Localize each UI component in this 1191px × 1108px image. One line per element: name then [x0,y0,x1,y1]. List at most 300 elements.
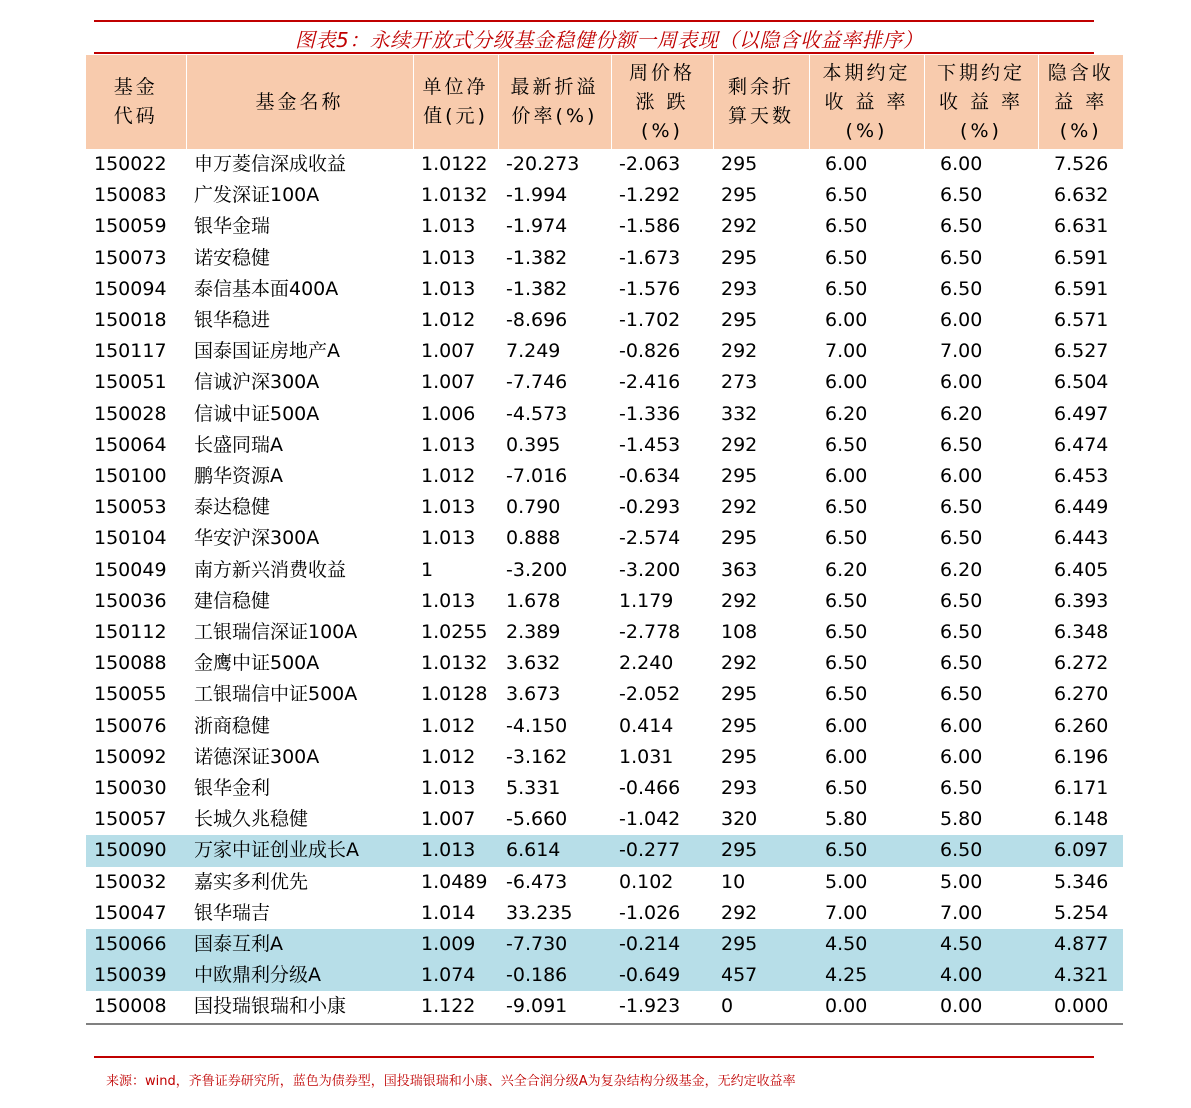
top-rule [94,20,1094,22]
cell-days: 292 [721,901,758,924]
cell-nav: 1.012 [421,745,476,768]
table-row [86,773,1123,804]
cell-nav: 1.074 [413,960,498,991]
cell-nav: 1.009 [413,929,498,960]
cell-premium: 0.790 [506,496,561,519]
cell-change: -2.052 [619,683,681,706]
cell-current-yield: 6.50 [825,246,868,269]
cell-implied-yield: 7.526 [1054,153,1109,175]
cell-days: 10 [721,870,746,893]
cell-change: 0.414 [619,714,674,737]
cell-code: 150008 [86,991,186,1023]
cell-implied-yield: 6.453 [1054,465,1109,488]
header-weekly-change [611,55,713,149]
cell-days: 295 [713,835,809,866]
cell-name: 万家中证创业成长A [186,835,413,866]
header-line: 代码 [113,105,158,127]
cell-current-yield: 6.50 [825,184,868,207]
cell-days: 320 [721,808,758,831]
header-line: 单位净 [422,76,489,98]
header-unit-nav [413,55,498,149]
cell-change: -1.576 [619,277,681,300]
cell-days: 292 [721,215,758,238]
cell-days: 0 [713,991,809,1023]
cell-code: 150066 [86,929,186,960]
table-row [86,305,1123,336]
cell-next-yield: 4.00 [924,960,1038,991]
cell-current-yield: 4.50 [809,929,924,960]
cell-premium: 2.389 [506,621,561,644]
cell-current-yield: 7.00 [825,901,868,924]
header-line: 收 益 率 [938,90,1024,113]
cell-implied-yield: 6.260 [1054,714,1109,737]
cell-current-yield: 6.50 [825,527,868,550]
header-next-yield [924,55,1038,149]
title-rule [94,52,1094,54]
cell-code: 150094 [94,277,167,300]
table-row [86,991,1123,1023]
cell-nav: 1.007 [421,808,476,831]
cell-next-yield: 6.50 [940,433,983,456]
cell-implied-yield: 6.497 [1054,402,1109,425]
table-row [86,430,1123,461]
fund-table [86,55,1123,1025]
header-implied-yield [1038,55,1123,149]
cell-implied-yield: 6.443 [1054,527,1109,550]
cell-name: 银华稳进 [194,309,271,332]
cell-nav: 1.0128 [421,683,488,706]
header-line: (%) [1059,119,1102,142]
cell-nav: 1.012 [421,309,476,332]
cell-current-yield: 6.50 [825,621,868,644]
cell-name: 浙商稳健 [194,714,271,737]
cell-nav: 1.0489 [421,870,488,893]
cell-nav: 1.006 [421,402,476,425]
cell-implied-yield: 6.527 [1054,340,1109,363]
table-row [86,648,1123,679]
cell-name: 诺德深证300A [194,745,320,768]
cell-premium: 0.888 [506,527,561,550]
table-body [86,149,1123,1024]
cell-next-yield: 0.00 [924,991,1038,1023]
cell-implied-yield: 5.346 [1054,870,1109,893]
cell-next-yield: 7.00 [940,901,983,924]
table-row [86,867,1123,898]
cell-code: 150059 [94,215,167,238]
cell-next-yield: 6.00 [940,465,983,488]
table-row [86,804,1123,835]
cell-change: -1.702 [619,309,681,332]
cell-change: 2.240 [619,652,674,675]
cell-days: 295 [721,683,758,706]
cell-current-yield: 5.80 [825,808,868,831]
cell-nav: 1.013 [421,433,476,456]
cell-premium: -1.382 [506,246,568,269]
cell-name: 嘉实多利优先 [194,870,309,893]
cell-nav: 1.013 [421,496,476,519]
cell-implied-yield: 6.196 [1054,745,1109,768]
cell-code: 150092 [94,745,167,768]
cell-name: 银华瑞吉 [194,901,271,924]
cell-change: -0.649 [611,960,713,991]
cell-name: 国泰互利A [186,929,413,960]
cell-change: -0.634 [619,465,681,488]
header-premium-rate [498,55,611,149]
cell-code: 150022 [94,153,167,175]
cell-premium: -0.186 [498,960,611,991]
cell-nav: 1.122 [413,991,498,1023]
cell-next-yield: 6.50 [940,652,983,675]
cell-name: 银华金瑞 [194,215,271,238]
cell-current-yield: 6.00 [825,714,868,737]
cell-current-yield: 4.25 [809,960,924,991]
cell-nav: 1.014 [421,901,476,924]
cell-code: 150030 [94,777,167,800]
cell-change: -0.277 [611,835,713,866]
cell-implied-yield: 6.097 [1038,835,1123,866]
cell-days: 108 [721,621,758,644]
cell-next-yield: 6.50 [940,777,983,800]
cell-days: 295 [721,184,758,207]
cell-implied-yield: 6.348 [1054,621,1109,644]
table-row [86,742,1123,773]
cell-current-yield: 6.50 [825,683,868,706]
cell-next-yield: 6.50 [940,277,983,300]
cell-code: 150049 [94,558,167,581]
cell-implied-yield: 6.571 [1054,309,1109,332]
cell-change: -2.063 [619,153,681,175]
cell-code: 150117 [94,340,167,363]
table-header [86,55,1123,149]
cell-premium: -3.200 [506,558,568,581]
table-row [86,679,1123,710]
cell-change: -2.574 [619,527,681,550]
cell-next-yield: 6.20 [940,402,983,425]
cell-nav: 1.013 [421,215,476,238]
cell-implied-yield: 6.474 [1054,433,1109,456]
cell-implied-yield: 6.632 [1054,184,1109,207]
cell-next-yield: 6.20 [940,558,983,581]
cell-name: 银华金利 [194,777,271,800]
cell-next-yield: 6.50 [940,589,983,612]
cell-current-yield: 0.00 [809,991,924,1023]
cell-nav: 1.013 [421,277,476,300]
cell-implied-yield: 5.254 [1054,901,1109,924]
cell-nav: 1.013 [421,527,476,550]
cell-next-yield: 5.00 [940,870,983,893]
cell-premium: -20.273 [506,153,580,175]
header-line: (%) [845,119,888,142]
header-days-left [713,55,809,149]
header-row [86,55,1123,149]
cell-days: 295 [721,465,758,488]
cell-next-yield: 6.50 [940,527,983,550]
cell-name: 南方新兴消费收益 [194,558,347,581]
cell-code: 150028 [94,402,167,425]
cell-code: 150039 [86,960,186,991]
cell-implied-yield: 4.321 [1038,960,1123,991]
header-fund-code [86,55,186,149]
cell-implied-yield: 6.591 [1054,277,1109,300]
cell-nav: 1.013 [413,835,498,866]
header-line: 算天数 [727,105,794,127]
cell-next-yield: 6.00 [940,153,983,175]
cell-change: -0.293 [619,496,681,519]
cell-premium: -9.091 [498,991,611,1023]
table-row [86,835,1123,866]
cell-change: -1.042 [619,808,681,831]
cell-change: -1.292 [619,184,681,207]
cell-premium: 3.673 [506,683,561,706]
cell-days: 295 [721,714,758,737]
cell-code: 150036 [94,589,167,612]
cell-current-yield: 6.20 [825,402,868,425]
header-line: 益 率 [1054,90,1108,113]
cell-implied-yield: 6.504 [1054,371,1109,394]
cell-premium: 3.632 [506,652,561,675]
cell-next-yield: 6.50 [940,496,983,519]
cell-days: 295 [721,309,758,332]
cell-current-yield: 6.50 [825,589,868,612]
cell-days: 295 [721,246,758,269]
cell-change: -1.336 [619,402,681,425]
cell-next-yield: 6.00 [940,714,983,737]
cell-current-yield: 6.00 [825,465,868,488]
cell-code: 150112 [94,621,167,644]
table-row [86,492,1123,523]
cell-premium: -1.974 [506,215,568,238]
cell-implied-yield: 6.631 [1054,215,1109,238]
cell-name: 泰达稳健 [194,496,271,519]
cell-days: 363 [721,558,758,581]
table-row [86,555,1123,586]
cell-next-yield: 6.00 [940,309,983,332]
cell-premium: 5.331 [506,777,561,800]
header-fund-name [186,55,413,149]
cell-change: -1.586 [619,215,681,238]
header-line: (%) [960,119,1002,142]
table-row [86,211,1123,242]
cell-name: 工银瑞信中证500A [194,683,358,706]
cell-premium: 33.235 [506,901,573,924]
cell-implied-yield: 6.449 [1054,496,1109,519]
header-line: 值(元) [423,105,488,127]
cell-premium: 7.249 [506,340,561,363]
cell-days: 295 [713,929,809,960]
header-current-yield [809,55,924,149]
cell-change: -1.453 [619,433,681,456]
cell-current-yield: 7.00 [825,340,868,363]
cell-change: -0.466 [619,777,681,800]
cell-days: 295 [721,745,758,768]
header-line: 本期约定 [822,61,911,84]
cell-nav: 1.012 [421,714,476,737]
table-row [86,960,1123,991]
table-row [86,149,1123,180]
source-note: 来源：wind，齐鲁证券研究所，蓝色为债券型，国投瑞银瑞和小康、兴全合润分级A为复杂结构分级基金，无约定收益率 [106,1074,796,1089]
table-row [86,929,1123,960]
table-row [86,274,1123,305]
cell-days: 292 [721,340,758,363]
cell-premium: 1.678 [506,589,561,612]
cell-next-yield: 6.50 [924,835,1038,866]
cell-name: 长盛同瑞A [194,433,283,456]
cell-code: 150088 [94,652,167,675]
cell-current-yield: 6.00 [825,745,868,768]
cell-nav: 1.013 [421,246,476,269]
cell-premium: -7.730 [498,929,611,960]
cell-code: 150053 [94,496,167,519]
cell-next-yield: 6.50 [940,215,983,238]
table-row [86,243,1123,274]
cell-change: 0.102 [619,870,674,893]
cell-current-yield: 6.00 [825,371,868,394]
header-line: 基金 [113,76,158,98]
cell-code: 150047 [94,901,167,924]
header-line: 下期约定 [936,61,1025,84]
cell-current-yield: 6.00 [825,309,868,332]
cell-name: 国泰国证房地产A [194,340,340,363]
header-line: (%) [641,119,683,142]
cell-days: 292 [721,496,758,519]
cell-premium: -7.016 [506,465,568,488]
cell-premium: -6.473 [506,870,568,893]
cell-implied-yield: 0.000 [1038,991,1123,1023]
cell-next-yield: 5.80 [940,808,983,831]
bottom-rule [94,1056,1094,1058]
cell-name: 广发深证100A [194,184,320,207]
header-line: 隐含收 [1047,61,1114,84]
table-row [86,711,1123,742]
cell-premium: 6.614 [498,835,611,866]
cell-next-yield: 6.50 [940,621,983,644]
cell-name: 信诚沪深300A [194,371,320,394]
cell-code: 150032 [94,870,167,893]
cell-change: -1.923 [611,991,713,1023]
cell-name: 工银瑞信深证100A [194,621,358,644]
table-row [86,898,1123,929]
header-line: 剩余折 [727,76,794,98]
cell-change: -2.416 [619,371,681,394]
cell-next-yield: 7.00 [940,340,983,363]
cell-code: 150083 [94,184,167,207]
cell-next-yield: 4.50 [924,929,1038,960]
cell-name: 金鹰中证500A [194,652,320,675]
cell-code: 150018 [94,309,167,332]
table-row [86,523,1123,554]
cell-nav: 1.0132 [421,184,488,207]
cell-nav: 1.0132 [421,652,488,675]
cell-implied-yield: 6.591 [1054,246,1109,269]
cell-days: 292 [721,433,758,456]
cell-implied-yield: 6.270 [1054,683,1109,706]
cell-code: 150100 [94,465,167,488]
header-line: 价率(%) [511,105,598,127]
header-line: 基金名称 [255,90,344,113]
cell-next-yield: 6.50 [940,246,983,269]
cell-days: 293 [721,777,758,800]
cell-premium: -7.746 [506,371,568,394]
cell-current-yield: 6.50 [825,215,868,238]
cell-implied-yield: 6.171 [1054,777,1109,800]
header-line: 涨 跌 [635,90,689,113]
cell-next-yield: 6.00 [940,371,983,394]
cell-current-yield: 6.50 [825,777,868,800]
cell-change: -0.826 [619,340,681,363]
header-line: 收 益 率 [824,90,909,113]
cell-code: 150090 [86,835,186,866]
cell-days: 292 [721,589,758,612]
table-row [86,586,1123,617]
cell-premium: -3.162 [506,745,568,768]
cell-premium: 0.395 [506,433,561,456]
cell-nav: 1.007 [421,371,476,394]
cell-change: 1.031 [619,745,674,768]
cell-days: 273 [721,371,758,394]
table-row [86,461,1123,492]
table-row [86,180,1123,211]
table-row [86,617,1123,648]
cell-name: 建信稳健 [194,589,271,612]
cell-code: 150076 [94,714,167,737]
cell-name: 国投瑞银瑞和小康 [186,991,413,1023]
cell-code: 150104 [94,527,167,550]
cell-code: 150055 [94,683,167,706]
cell-implied-yield: 6.148 [1054,808,1109,831]
cell-change: 1.179 [619,589,674,612]
cell-name: 申万菱信深成收益 [194,153,347,175]
cell-name: 诺安稳健 [194,246,271,269]
cell-premium: -5.660 [506,808,568,831]
cell-name: 泰信基本面400A [194,277,339,300]
cell-nav: 1.007 [421,340,476,363]
cell-days: 457 [713,960,809,991]
cell-nav: 1.013 [421,777,476,800]
header-line: 最新折溢 [510,76,599,98]
table-title: 图表5：永续开放式分级基金稳健份额一周表现（以隐含收益率排序） [295,28,924,52]
cell-current-yield: 6.00 [825,153,868,175]
cell-implied-yield: 6.393 [1054,589,1109,612]
cell-implied-yield: 6.272 [1054,652,1109,675]
cell-days: 295 [721,527,758,550]
cell-code: 150073 [94,246,167,269]
cell-name: 长城久兆稳健 [194,808,309,831]
cell-days: 295 [721,153,758,175]
cell-current-yield: 6.20 [825,558,868,581]
cell-current-yield: 6.50 [825,277,868,300]
cell-nav: 1.0122 [421,153,488,175]
cell-next-yield: 6.50 [940,683,983,706]
cell-change: -1.673 [619,246,681,269]
cell-nav: 1 [421,558,434,581]
cell-premium: -1.994 [506,184,568,207]
cell-current-yield: 6.50 [809,835,924,866]
cell-next-yield: 6.50 [940,184,983,207]
cell-change: -1.026 [619,901,681,924]
cell-name: 华安沪深300A [194,527,320,550]
cell-implied-yield: 4.877 [1038,929,1123,960]
cell-current-yield: 5.00 [825,870,868,893]
cell-days: 293 [721,277,758,300]
cell-nav: 1.012 [421,465,476,488]
cell-name: 信诚中证500A [194,402,320,425]
cell-current-yield: 6.50 [825,652,868,675]
cell-code: 150051 [94,371,167,394]
cell-next-yield: 6.00 [940,745,983,768]
cell-days: 292 [721,652,758,675]
cell-change: -0.214 [611,929,713,960]
cell-name: 鹏华资源A [194,465,283,488]
